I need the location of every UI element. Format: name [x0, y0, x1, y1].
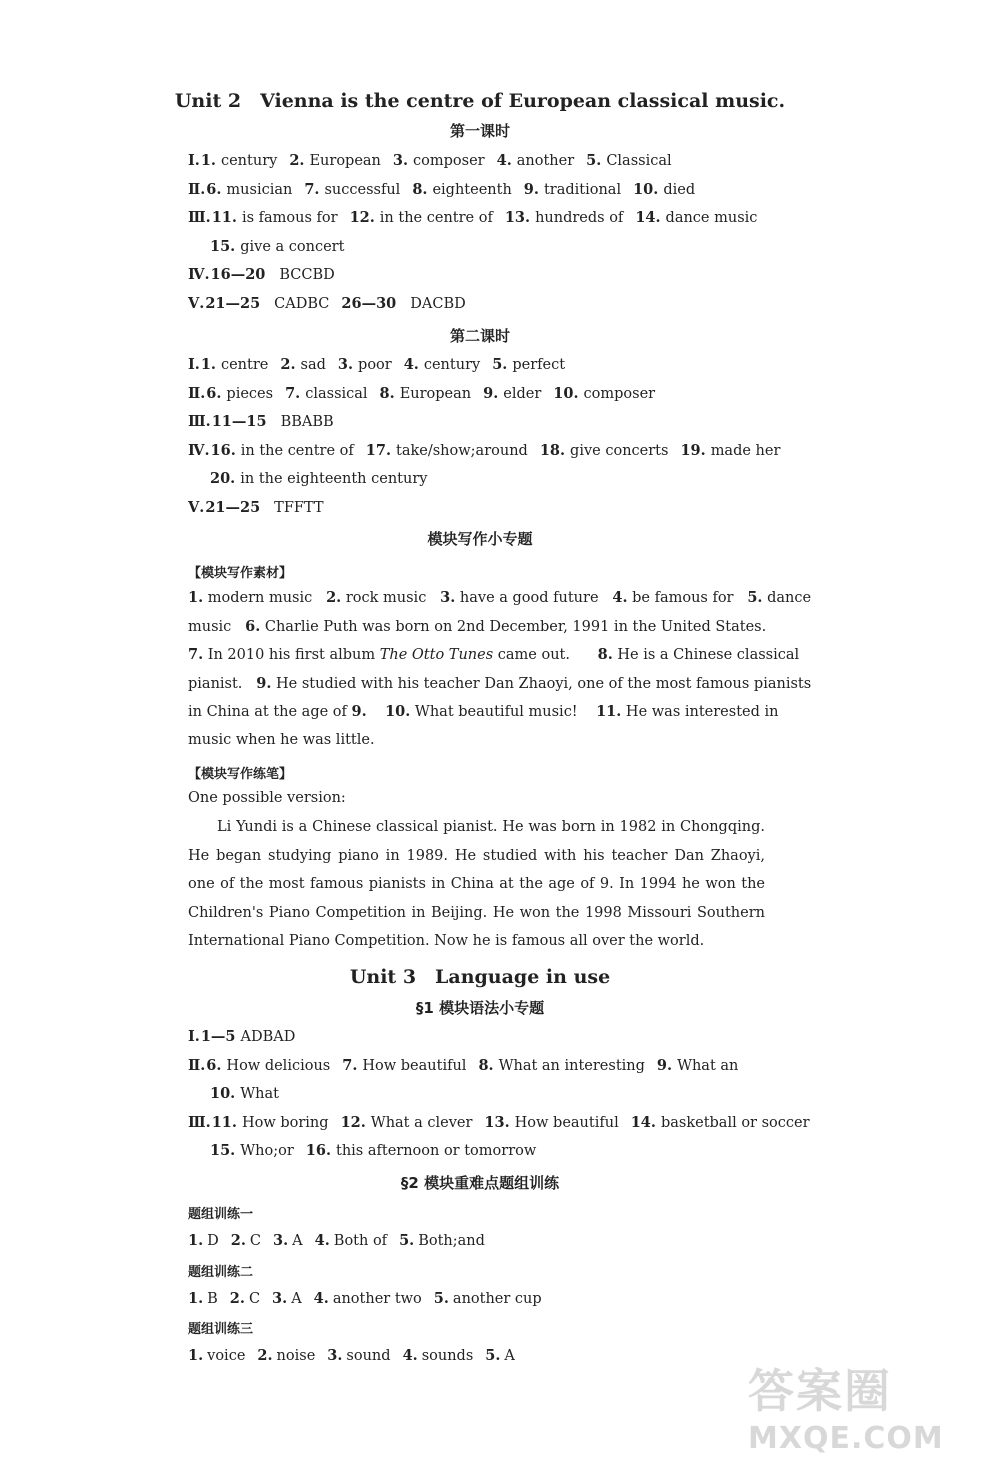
item-number: 2.	[230, 1232, 246, 1249]
answer-line	[210, 238, 344, 255]
answer-line	[188, 1057, 738, 1074]
item-number: 15.	[210, 1142, 236, 1160]
material-line: 1. modern music 2. rock music 3. have a good future 4. be famous for 5. dance	[188, 589, 812, 606]
item-number: 15.	[210, 237, 236, 255]
item-number: 20.	[210, 470, 236, 488]
answer-text: A	[504, 1348, 515, 1364]
answer-text: composer	[413, 153, 485, 169]
material-line: pianist. 9. He studied with his teacher Dan Zhaoyi, one of the most famous pianists	[188, 674, 812, 692]
answer-text: D	[207, 1233, 219, 1249]
item-number: 1.	[188, 1232, 204, 1249]
item-number: 8.	[478, 1056, 494, 1074]
answer-text: ADBAD	[240, 1029, 296, 1045]
answer-text: take/show;around	[396, 442, 528, 459]
answer-text: century	[220, 153, 278, 169]
answer-text: How delicious	[226, 1057, 331, 1074]
answer-line	[188, 295, 466, 312]
keypoints-heading: §2 模块重难点题组训练	[400, 1174, 560, 1192]
item-number: 2.	[280, 356, 296, 373]
item-number: Ⅲ.	[188, 1113, 211, 1131]
item-number: 12.	[340, 1113, 366, 1131]
item-number: 5.	[433, 1289, 449, 1307]
item-number: 7.	[285, 384, 301, 402]
item-number: 5.	[586, 152, 602, 169]
item-number: Ⅴ.	[188, 499, 205, 516]
answer-text: in the centre of	[240, 442, 354, 459]
answer-text: European	[399, 385, 472, 402]
answer-text: musician	[226, 181, 293, 198]
item-number: 10.	[210, 1085, 236, 1103]
item-number: 1.	[188, 1289, 204, 1307]
item-number: 8.	[379, 384, 395, 402]
answer-text: poor	[358, 357, 392, 373]
item-number: 11.	[211, 1113, 237, 1131]
answer-text: What an interesting	[498, 1057, 645, 1074]
item-number: 16.	[305, 1142, 331, 1160]
answer-text: perfect	[512, 357, 566, 373]
answer-line	[188, 266, 335, 283]
item-number: Ⅰ.	[188, 356, 200, 373]
answer-line	[188, 499, 324, 516]
item-number: 7.	[342, 1056, 358, 1074]
item-number: 26—30	[341, 295, 397, 312]
answer-text: in the centre of	[379, 210, 493, 227]
essay-paragraph: Li Yundi is a Chinese classical pianist. He was born in 1982 in Chongqing. He began studying piano in 1989. He studied with his teacher Dan Zhaoyi, one of the most famous pianists in China at the age of 9. In 1994 he won the Children's Piano Competition in Beijing. He won the 1998 Missouri Southern International Piano Competition. Now he is famous all over the world.	[188, 819, 765, 950]
item-number: Ⅱ.	[188, 1056, 206, 1074]
item-number: 8.	[412, 180, 428, 198]
item-number: 19.	[680, 441, 706, 459]
watermark-logo	[748, 1355, 988, 1465]
item-number: 16—20	[210, 266, 266, 284]
item-number: 4.	[313, 1289, 329, 1307]
answer-line	[188, 356, 565, 373]
item-number: 10.	[553, 384, 579, 402]
answer-text: BBABB	[280, 414, 334, 431]
lesson1-heading: 第一课时	[449, 122, 510, 140]
material-line: music when he was little.	[188, 732, 375, 748]
answer-text: What	[240, 1086, 279, 1103]
answer-text: BCCBD	[279, 267, 335, 284]
material-line: 7. In 2010 his first album The Otto Tunes came out. 8. He is a Chinese classical	[188, 646, 800, 664]
practice-tag: 【模块写作练笔】	[188, 767, 293, 782]
answer-text: sounds	[421, 1348, 474, 1364]
item-number: Ⅰ.	[188, 1028, 200, 1045]
item-number: 21—25	[205, 499, 261, 516]
item-number: 3.	[273, 1232, 289, 1249]
answer-text: Classical	[606, 153, 672, 169]
answer-text: died	[663, 181, 696, 198]
item-number: 17.	[365, 441, 392, 459]
item-number: 7.	[304, 180, 320, 198]
item-number: 9.	[656, 1056, 673, 1074]
group-label: 题组训练二	[188, 1264, 254, 1280]
answer-text: DACBD	[410, 296, 466, 312]
item-number: 4.	[402, 1347, 418, 1364]
unit2-title: Unit 2 Vienna is the centre of European classical music.	[174, 90, 786, 112]
answer-line	[188, 181, 695, 198]
answer-text: C	[249, 1233, 262, 1249]
answer-text: composer	[583, 385, 656, 402]
answer-text: traditional	[543, 181, 622, 198]
item-number: 2.	[289, 152, 305, 169]
watermark-top: 答案圈	[748, 1364, 892, 1418]
answer-line	[210, 1085, 279, 1102]
answer-text: sound	[346, 1348, 391, 1364]
item-number: 1—5	[200, 1028, 236, 1045]
item-number: 13.	[484, 1113, 510, 1131]
item-number: 4.	[403, 356, 419, 373]
item-number: 3.	[392, 152, 409, 169]
item-number: 4.	[314, 1232, 330, 1249]
item-number: 9.	[483, 384, 499, 402]
answer-text: sad	[300, 357, 326, 373]
answer-line	[188, 1028, 295, 1045]
item-number: Ⅲ.	[188, 209, 211, 227]
item-number: 1.	[200, 356, 216, 373]
answer-text: this afternoon or tomorrow	[336, 1143, 537, 1160]
answer-text: basketball or soccer	[660, 1114, 810, 1131]
lesson2-heading: 第二课时	[449, 327, 510, 345]
answer-text: elder	[503, 385, 542, 402]
item-number: 5.	[485, 1347, 501, 1364]
writing-heading: 模块写作小专题	[427, 530, 533, 548]
material-line: music 6. Charlie Puth was born on 2nd December, 1991 in the United States.	[188, 617, 767, 635]
answer-text: C	[248, 1290, 261, 1307]
watermark-bottom: MXQE.COM	[748, 1421, 944, 1456]
item-number: 2.	[257, 1347, 273, 1364]
item-number: 6.	[206, 180, 222, 198]
answer-line	[188, 385, 655, 402]
item-number: 1.	[188, 1347, 204, 1364]
item-number: 1.	[200, 152, 216, 169]
answer-text: another	[516, 153, 575, 169]
item-number: Ⅴ.	[188, 295, 205, 312]
item-number: 14.	[635, 209, 661, 227]
item-number: 11.	[211, 209, 237, 227]
answer-text: successful	[324, 181, 401, 198]
item-number: 18.	[539, 441, 566, 459]
answer-text: is famous for	[241, 210, 338, 227]
item-number: 14.	[630, 1113, 656, 1131]
answer-text: A	[292, 1233, 303, 1249]
item-number: 6.	[206, 1056, 222, 1074]
answer-line	[188, 413, 334, 430]
item-number: 21—25	[205, 295, 261, 312]
answer-line	[188, 1114, 810, 1131]
item-number: Ⅰ.	[188, 152, 200, 169]
item-number: 5.	[399, 1232, 415, 1249]
group-label: 题组训练一	[188, 1207, 254, 1222]
answer-text: How beautiful	[362, 1057, 467, 1074]
answer-line	[210, 1142, 536, 1159]
item-number: 5.	[492, 356, 508, 373]
item-number: 9.	[523, 180, 539, 198]
item-number: 13.	[504, 209, 531, 227]
answer-line	[188, 152, 672, 169]
answer-text: noise	[276, 1348, 316, 1364]
answer-text: eighteenth	[432, 181, 512, 198]
answer-text: B	[207, 1290, 218, 1307]
answer-text: How beautiful	[514, 1114, 619, 1131]
answer-text: A	[291, 1290, 302, 1307]
material-tag: 【模块写作素材】	[188, 566, 293, 581]
answer-text: centre	[220, 357, 269, 373]
answer-text: How boring	[241, 1114, 329, 1131]
item-number: Ⅱ.	[188, 384, 206, 402]
group-answers	[188, 1232, 485, 1249]
answer-text: What a clever	[370, 1114, 473, 1131]
answer-text: Both of	[333, 1233, 388, 1249]
answer-text: Both;and	[418, 1233, 485, 1249]
answer-text: hundreds of	[535, 210, 624, 227]
group-label: 题组训练三	[188, 1322, 254, 1337]
item-number: 6.	[206, 384, 222, 402]
answer-line	[188, 442, 780, 459]
item-number: Ⅲ.	[188, 413, 211, 431]
item-number: Ⅳ.	[188, 441, 210, 459]
answer-text: classical	[305, 385, 368, 402]
answer-line	[188, 209, 757, 226]
answer-line	[210, 470, 427, 487]
item-number: 4.	[496, 152, 512, 169]
material-line: in China at the age of 9. 10. What beautiful music! 11. He was interested in	[188, 703, 779, 721]
answer-text: dance music	[665, 210, 758, 227]
grammar-heading: §1 模块语法小专题	[415, 999, 545, 1017]
group-answers	[188, 1290, 542, 1307]
item-number: 12.	[349, 209, 375, 227]
answer-text: Who;or	[240, 1143, 294, 1160]
group-answers	[188, 1347, 515, 1364]
unit3-title: Unit 3 Language in use	[349, 966, 611, 988]
answer-text: another two	[332, 1290, 422, 1307]
item-number: Ⅳ.	[188, 266, 210, 284]
version-label: One possible version:	[188, 790, 346, 806]
answer-text: give a concert	[240, 238, 345, 255]
item-number: 3.	[272, 1289, 288, 1307]
answer-text: made her	[710, 442, 781, 459]
answer-text: in the eighteenth century	[240, 471, 428, 488]
answer-text: What an	[677, 1057, 739, 1074]
answer-text: pieces	[226, 385, 274, 402]
answer-text: TFFTT	[274, 500, 324, 516]
item-number: Ⅱ.	[188, 180, 206, 198]
item-number: 3.	[327, 1347, 343, 1364]
answer-text: voice	[207, 1348, 246, 1364]
answer-text: another cup	[452, 1290, 542, 1307]
answer-text: give concerts	[570, 442, 669, 459]
answer-text: CADBC	[274, 296, 330, 312]
answer-text: century	[423, 357, 481, 373]
item-number: 16.	[210, 441, 236, 459]
item-number: 11—15	[211, 413, 267, 431]
item-number: 10.	[633, 180, 659, 198]
item-number: 2.	[229, 1289, 245, 1307]
item-number: 3.	[337, 356, 354, 373]
answer-text: European	[309, 153, 381, 169]
